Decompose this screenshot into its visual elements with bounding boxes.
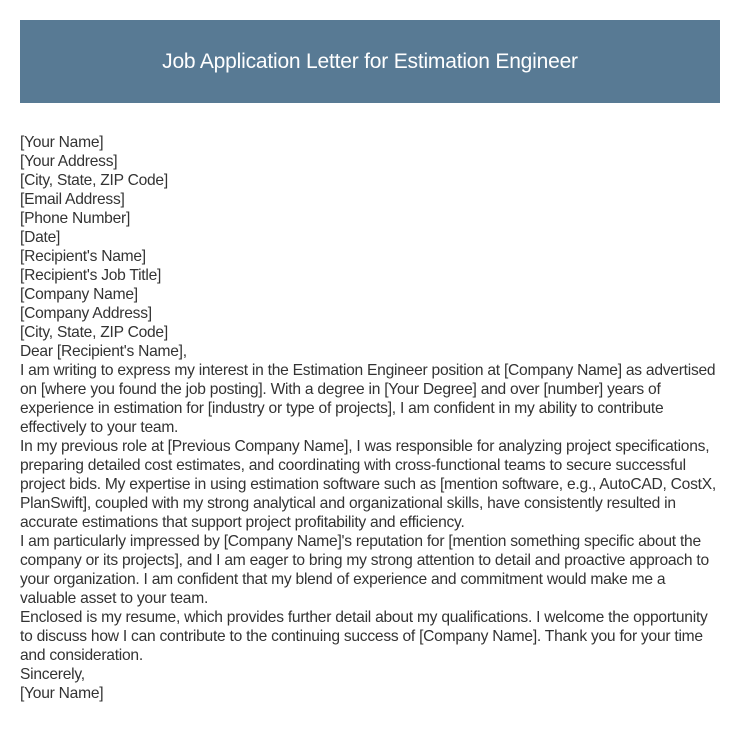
recipient-address: [Company Address] (20, 305, 152, 322)
recipient-job-title: [Recipient's Job Title] (20, 267, 162, 284)
paragraph-experience: In my previous role at [Previous Company Name], I was responsible for analyzing project specifications, preparing detailed cost estimates, and coordinating with cross-functional teams to secure successful project bids. My expertise in using estimation software such as [mention software, e.g., AutoCAD, CostX, PlanSwift], coupled with my strong analytical and organizational skills, have consistently resulted in accurate estimations that support project profitability and efficiency. (20, 438, 716, 531)
recipient-name: [Recipient's Name] (20, 248, 146, 265)
page-title: Job Application Letter for Estimation Engineer (162, 49, 578, 73)
letter-body (20, 133, 722, 703)
paragraph-closing: Enclosed is my resume, which provides further detail about my qualifications. I welcome the opportunity to discuss how I can contribute to the continuing success of [Company Name]. Thank you for your time and consideration. (20, 609, 708, 664)
letter-date: [Date] (20, 229, 61, 246)
recipient-company: [Company Name] (20, 286, 138, 303)
sender-phone: [Phone Number] (20, 210, 131, 227)
salutation: Dear [Recipient's Name], (20, 343, 187, 360)
page-header (20, 20, 720, 103)
sender-city-state-zip: [City, State, ZIP Code] (20, 172, 168, 189)
signature: [Your Name] (20, 685, 104, 702)
paragraph-company-interest: I am particularly impressed by [Company Name]'s reputation for [mention something specific about the company or its projects], and I am eager to bring my strong attention to detail and proactive approach to your organization. I am confident that my blend of experience and commitment would make me a valuable asset to your team. (20, 533, 709, 607)
sender-name: [Your Name] (20, 134, 104, 151)
closing: Sincerely, (20, 666, 85, 683)
recipient-city-state-zip: [City, State, ZIP Code] (20, 324, 168, 341)
paragraph-intro: I am writing to express my interest in the Estimation Engineer position at [Company Name] as advertised on [where you found the job posting]. With a degree in [Your Degree] and over [number] years of experience in estimation for [industry or type of projects], I am confident in my ability to contribute effectively to your team. (20, 362, 716, 436)
sender-address: [Your Address] (20, 153, 118, 170)
sender-email: [Email Address] (20, 191, 125, 208)
